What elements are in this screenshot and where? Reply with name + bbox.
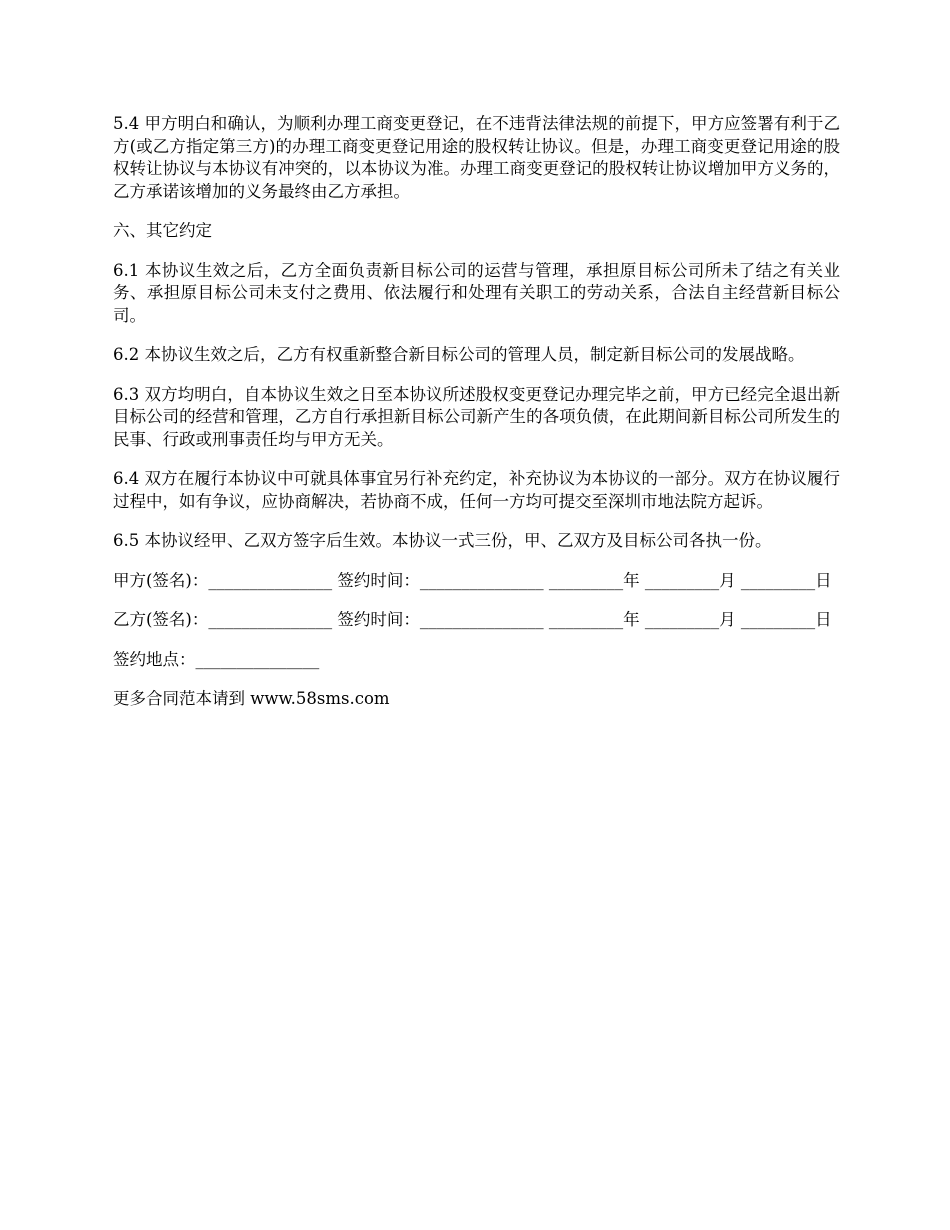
more-templates-footer: 更多合同范本请到 www.58sms.com [113,689,390,708]
clause-6-3: 6.3 双方均明白，自本协议生效之日至本协议所述股权变更登记办理完毕之前，甲方已经完全退出新目标公司的经营和管理，乙方自行承担新目标公司新产生的各项负债，在此期间新目标公司所发生的民事、行政或刑事责任均与甲方无关。 [113,384,840,449]
clause-6-5: 6.5 本协议经甲、乙双方签字后生效。本协议一式三份，甲、乙双方及目标公司各执一份。 [113,531,772,550]
signing-location-line: 签约地点：_______________ [113,649,320,669]
clause-6-4: 6.4 双方在履行本协议中可就具体事宜另行补充约定，补充协议为本协议的一部分。双方在协议履行过程中，如有争议，应协商解决，若协商不成，任何一方均可提交至深圳市地法院方起诉。 [113,469,840,511]
document-page [113,113,840,728]
clause-6-2: 6.2 本协议生效之后，乙方有权重新整合新目标公司的管理人员，制定新目标公司的发展战略。 [113,345,805,364]
party-a-signature-line: 甲方(签名)：_______________ 签约时间：_______________ _________年 _________月 _________日 [113,570,832,590]
section-6-heading: 六、其它约定 [113,221,212,240]
clause-5-4: 5.4 甲方明白和确认，为顺利办理工商变更登记，在不违背法律法规的前提下，甲方应签署有利于乙方(或乙方指定第三方)的办理工商变更登记用途的股权转让协议。但是，办理工商变更登记用途的股权转让协议与本协议有冲突的，以本协议为准。办理工商变更登记的股权转让协议增加甲方义务的，乙方承诺该增加的义务最终由乙方承担。 [113,114,840,201]
clause-6-1: 6.1 本协议生效之后，乙方全面负责新目标公司的运营与管理，承担原目标公司所未了结之有关业务、承担原目标公司未支付之费用、依法履行和处理有关职工的劳动关系，合法自主经营新目标公司。 [113,260,840,325]
party-b-signature-line: 乙方(签名)：_______________ 签约时间：_______________ _________年 _________月 _________日 [113,610,832,629]
